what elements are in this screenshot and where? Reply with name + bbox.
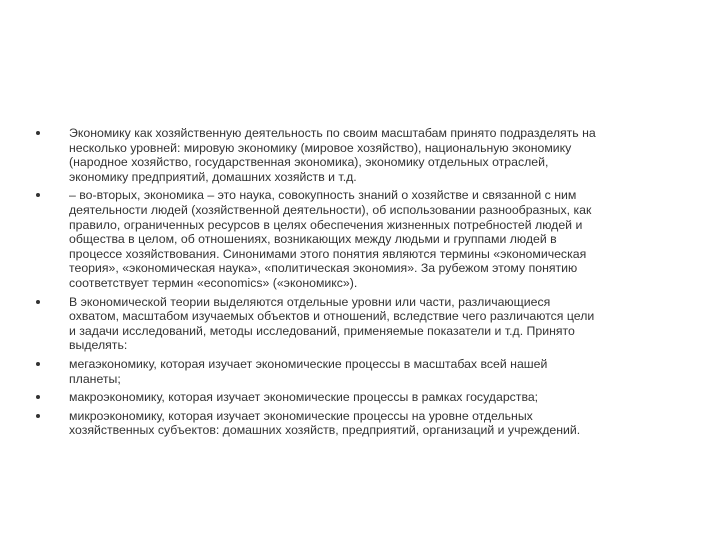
bullet-text: – во-вторых, экономика – это наука, совокупность знаний о хозяйстве и связанной с ним деятельности людей (хозяйственной деятельности), об использовании разнообразных, как правило, ограниченных ресурсов в целях обеспечения жизненных потребностей людей и общества в целом, об отношениях, возникающих между людьми и группами людей в процессе хозяйствования. Синонимами этого понятия являются термины «экономическая теория», «экономическая наука», «политическая экономия». За рубежом этому понятию соответствует термин «economics» («экономикс»). (69, 188, 592, 290)
bullet-dot-icon (36, 193, 40, 197)
bullet-text: микроэкономику, которая изучает экономические процессы на уровне отдельных хозяйственных субъектов: домашних хозяйств, предприятий, организаций и учреждений. (69, 408, 581, 438)
bullet-text: макроэкономику, которая изучает экономические процессы в рамках государства; (69, 390, 539, 405)
bullet-item (0, 188, 720, 290)
bullet-dot-icon (36, 131, 40, 135)
bullet-item (0, 357, 720, 386)
bullet-text: Экономику как хозяйственную деятельность по своим масштабам принято подразделять на несколько уровней: мировую экономику (мировое хозяйство), национальную экономику (народное хозяйство, государственная экономика), экономику отдельных отраслей, экономику предприятий, домашних хозяйств и т.д. (69, 126, 596, 184)
bullet-text: В экономической теории выделяются отдельные уровни или части, различающиеся охватом, масштабом изучаемых объектов и отношений, вследствие чего различаются цели и задачи исследований, методы исследований, применяемые показатели и т.д. Принято выделять: (69, 294, 595, 353)
bullet-item (0, 409, 720, 438)
bullet-item (0, 126, 720, 184)
bullet-item (0, 390, 720, 405)
bullet-item (0, 295, 720, 353)
bullet-dot-icon (36, 414, 40, 418)
bullet-text: мегаэкономику, которая изучает экономические процессы в масштабах всей нашей планеты; (69, 356, 548, 386)
bullet-list (0, 126, 720, 442)
bullet-dot-icon (36, 362, 40, 366)
bullet-dot-icon (36, 300, 40, 304)
bullet-dot-icon (36, 395, 40, 399)
